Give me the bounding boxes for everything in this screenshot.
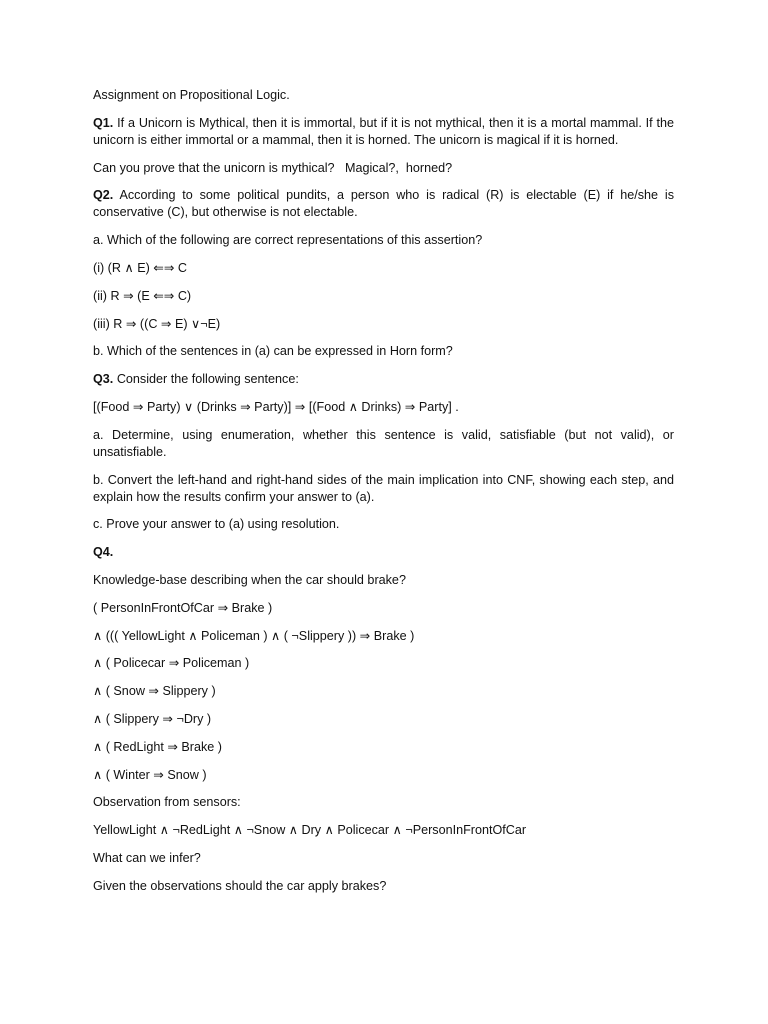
q4-infer-question: What can we infer?: [93, 850, 201, 865]
q2-part-b: b. Which of the sentences in (a) can be expressed in Horn form?: [93, 344, 453, 359]
assignment-title: Assignment on Propositional Logic.: [93, 88, 290, 102]
q3-text: Consider the following sentence:: [116, 372, 299, 387]
q2-option-i: (i) (R ∧ E) ⇐⇒ C: [93, 260, 187, 275]
q2-part-a: a. Which of the following are correct representations of this assertion?: [93, 233, 483, 248]
kb-rule: ∧ ((( YellowLight ∧ Policeman ) ∧ ( ¬Slippery )) ⇒ Brake ): [93, 628, 415, 643]
q1-paragraph: [93, 115, 674, 149]
q1-text: If a Unicorn is Mythical, then it is immortal, but if it is not mythical, then it is a mortal mammal. If the unicorn is either immortal or a mammal, then it is horned. The unicorn is magical if it is horned.: [93, 115, 675, 147]
q2-paragraph: [93, 187, 674, 221]
kb-rule: ( PersonInFrontOfCar ⇒ Brake ): [93, 600, 273, 615]
q3-sentence: [(Food ⇒ Party) ∨ (Drinks ⇒ Party)] ⇒ [(Food ∧ Drinks) ⇒ Party] .: [93, 399, 459, 414]
q2-option-ii: (ii) R ⇒ (E ⇐⇒ C): [93, 288, 192, 303]
kb-rule: ∧ ( Slippery ⇒ ¬Dry ): [93, 711, 212, 726]
q4-label: Q4.: [93, 545, 114, 560]
kb-rule: ∧ ( Winter ⇒ Snow ): [93, 767, 207, 782]
q4-obs-heading: Observation from sensors:: [93, 795, 241, 810]
q3-part-b: b. Convert the left-hand and right-hand sides of the main implication into CNF, showing each step, and explain how the results confirm your answer to (a).: [93, 472, 674, 504]
kb-rule: ∧ ( RedLight ⇒ Brake ): [93, 739, 222, 754]
q1-label: Q1.: [93, 115, 114, 130]
kb-rule: ∧ ( Snow ⇒ Slippery ): [93, 684, 216, 699]
q4-observation: YellowLight ∧ ¬RedLight ∧ ¬Snow ∧ Dry ∧ Policecar ∧ ¬PersonInFrontOfCar: [93, 823, 527, 838]
q2-label: Q2.: [93, 188, 114, 203]
q3-part-c: c. Prove your answer to (a) using resolution.: [93, 517, 340, 532]
q3-paragraph: [93, 371, 674, 388]
q3-part-a: a. Determine, using enumeration, whether this sentence is valid, satisfiable (but not valid), or unsatisfiable.: [93, 427, 674, 459]
document-body: [93, 87, 674, 906]
q3-label: Q3.: [93, 372, 114, 387]
q2-text: According to some political pundits, a person who is radical (R) is electable (E) if he/she is conservative (C), but otherwise is not electable.: [93, 188, 674, 220]
q2-option-iii: (iii) R ⇒ ((C ⇒ E) ∨¬E): [93, 316, 221, 331]
q4-kb-heading: Knowledge-base describing when the car should brake?: [93, 572, 406, 587]
kb-rule: ∧ ( Policecar ⇒ Policeman ): [93, 656, 250, 671]
q1-question: Can you prove that the unicorn is mythical? Magical?, horned?: [93, 160, 453, 175]
q4-brakes-question: Given the observations should the car apply brakes?: [93, 878, 387, 893]
